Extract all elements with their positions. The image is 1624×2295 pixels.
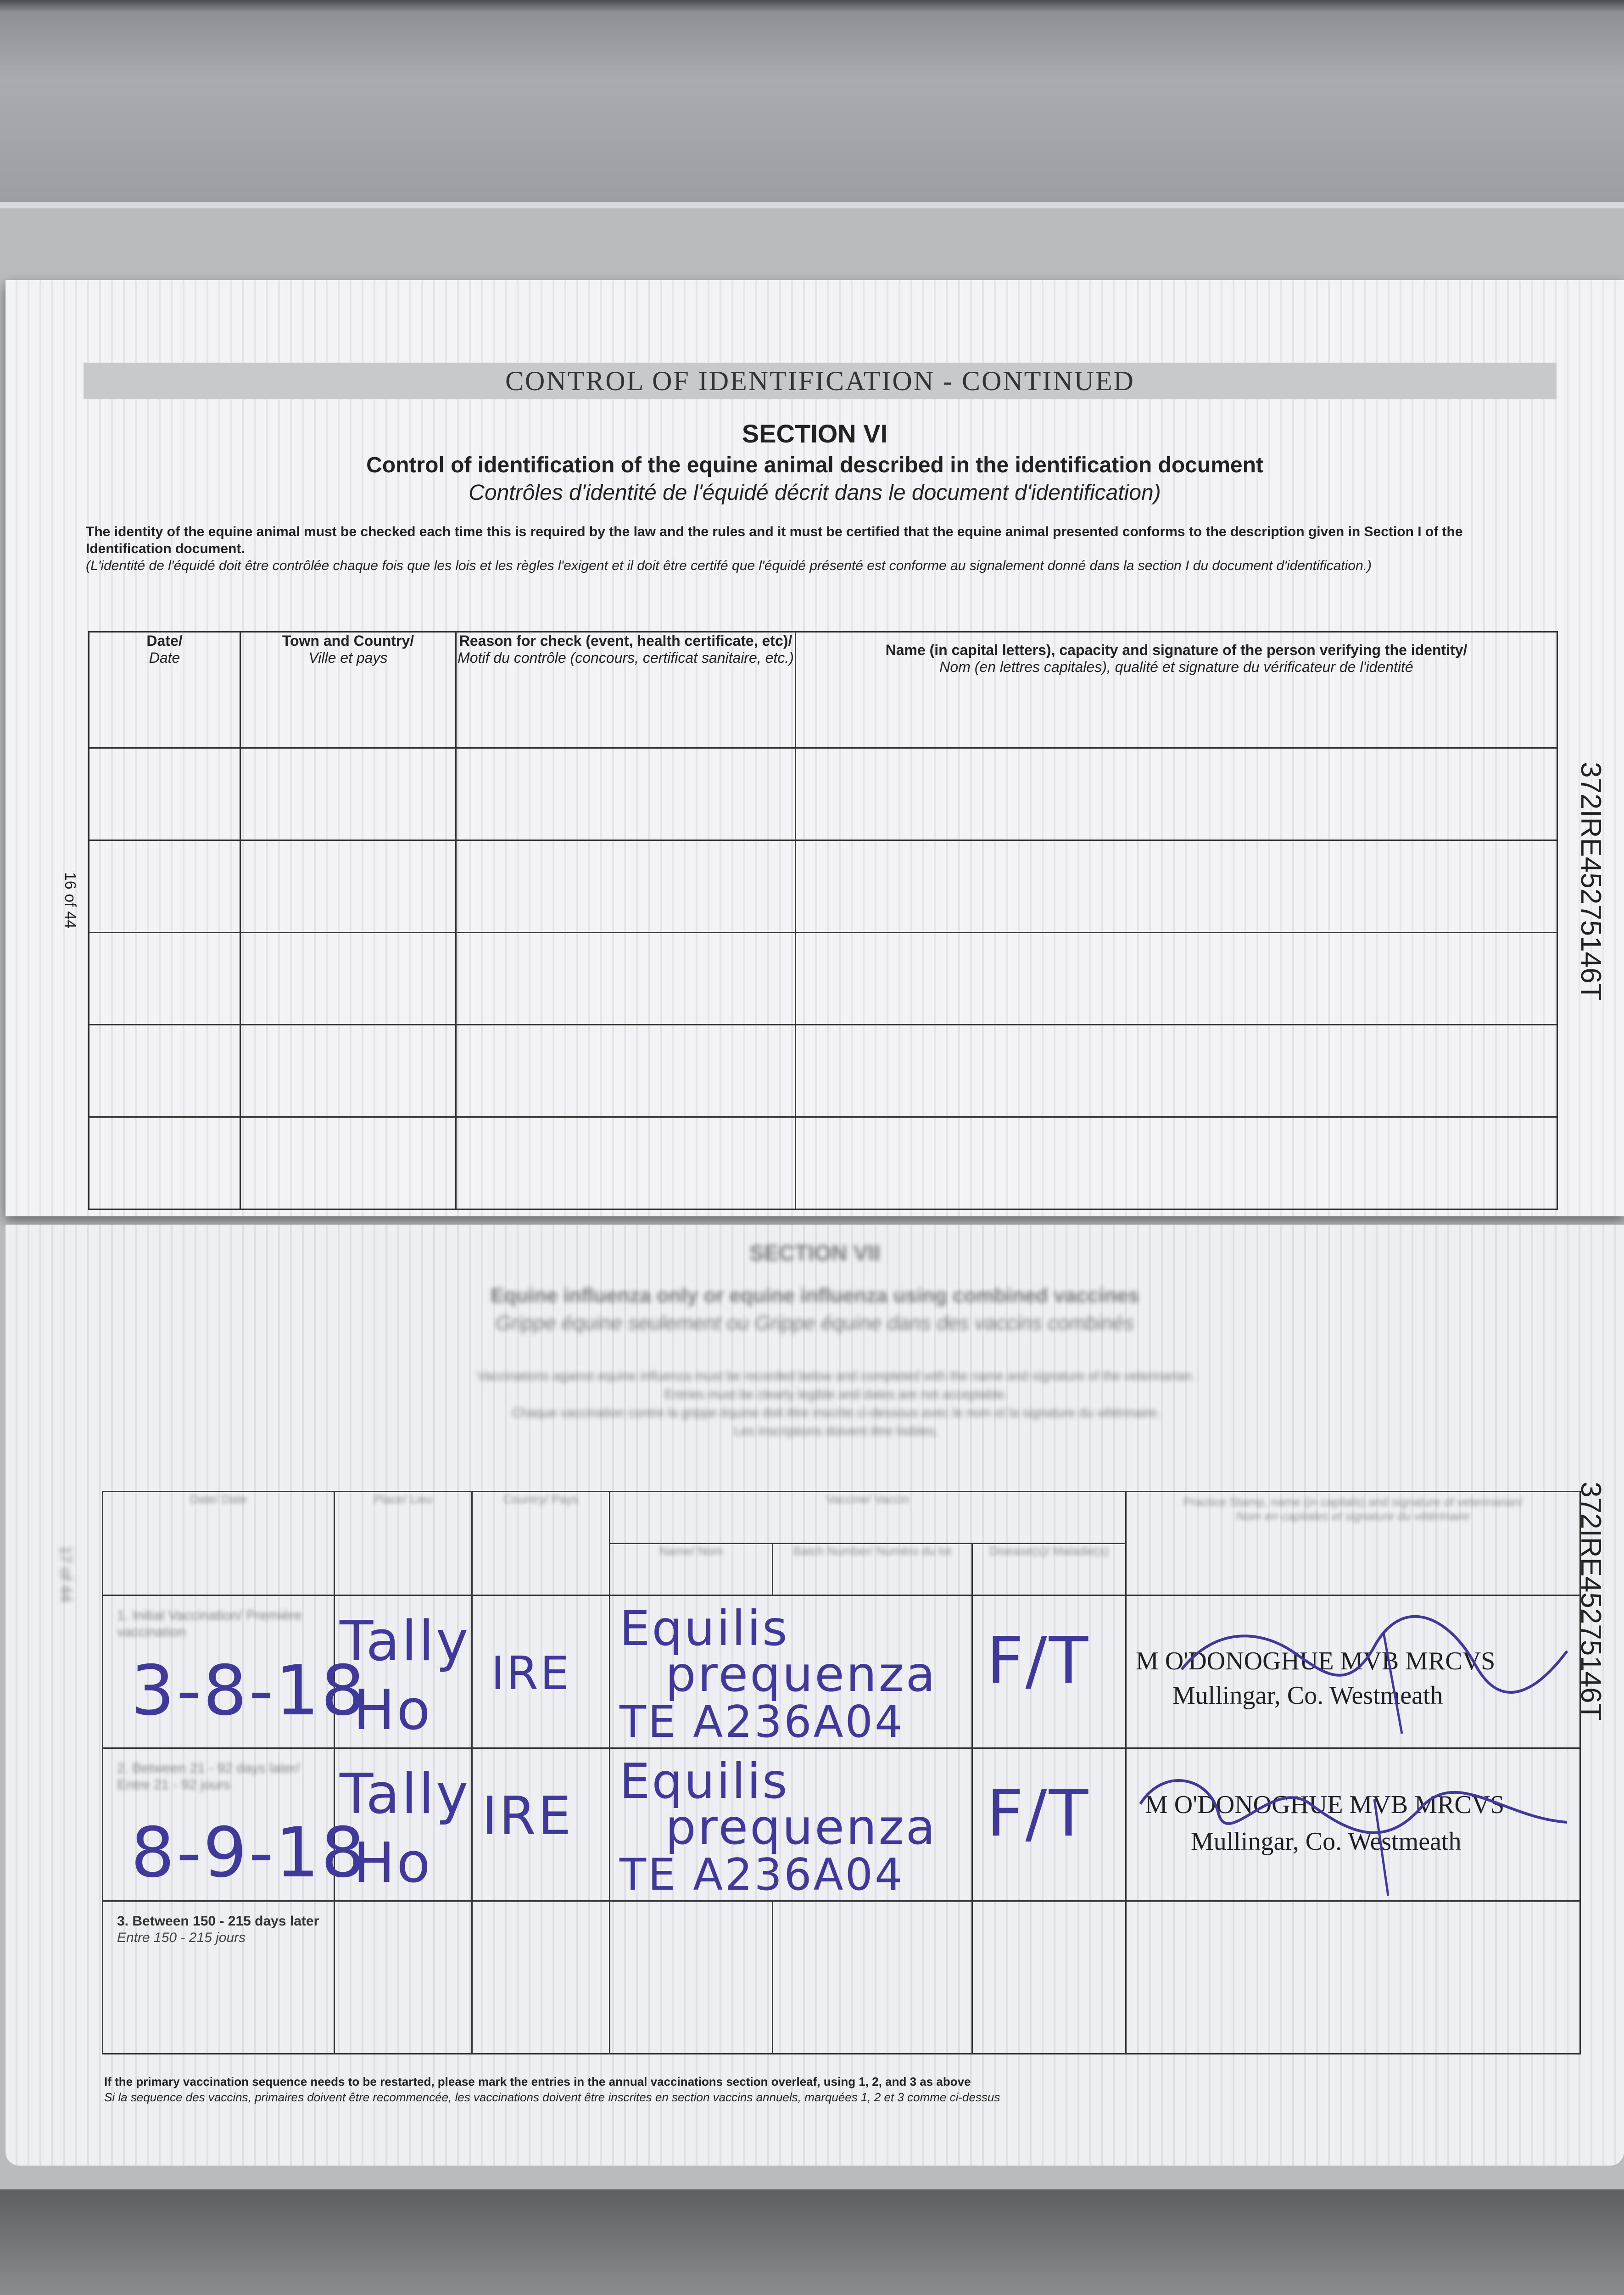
handwritten-date: 3-8-18 (131, 1651, 367, 1731)
date-cell (103, 1748, 367, 1901)
col-place: Place/ Lieu (335, 1492, 472, 1595)
band-title: CONTROL OF IDENTIFICATION - CONTINUED (84, 363, 1557, 399)
table-row (89, 1117, 1557, 1209)
subtitle-fr: Grippe équine seulement ou Grippe équine dans des vaccins combinés (495, 1312, 1134, 1334)
table-cell (456, 748, 796, 840)
intro-text: Vaccinations against equine influenza must be recorded below and completed with the name and signature of the veterinarian. Entries must be clearly legible and dates are not acceptable. Chaque vaccination contre la grippe équine doit être inscrite ci-dessous avec le nom et la signature du vétérinaire. Les inscriptions doivent être lisibles. (477, 1369, 1195, 1438)
page-section-vi (6, 280, 1624, 1216)
table-cell (89, 933, 240, 1025)
page-number: 16 of 44 (61, 872, 79, 929)
col-date: Date/ Date (103, 1492, 335, 1595)
table-cell (456, 840, 796, 933)
table-cell (796, 1025, 1557, 1117)
table-cell (240, 1025, 456, 1117)
passport-id: 372IRE45275146T (1575, 762, 1607, 1001)
col-date: Date/ Date (89, 632, 240, 748)
vaccine-name-batch-cell: Equilis prequenza TE A236A04 (610, 1748, 972, 1901)
date-cell (103, 1901, 335, 2054)
row-label: 1. Initial Vaccination/ Première vaccination (117, 1608, 302, 1640)
identification-check-table (88, 631, 1558, 1210)
intro-fr: (L'identité de l'équidé doit être contrôlée chaque fois que les lois et les règles l'exigent et il doit être certifé que l'équidé présenté est conforme au signalement donné dans la section I du document d'identification.) (86, 558, 1372, 573)
col-verifier: Name (in capital letters), capacity and signature of the person verifying the identity/ Nom (en lettres capitales), qualité et signature du vérificateur de l'identité (796, 632, 1557, 748)
vet-stamp-place: Mullingar, Co. Westmeath (1191, 1827, 1462, 1856)
intro-en: The identity of the equine animal must be checked each time this is required by the law and the rules and it must be certified that the equine animal presented conforms to the description given in Section I of the Identification document. (86, 524, 1463, 556)
table-cell (240, 1117, 456, 1209)
col-vaccine: Vaccine/ Vaccin (610, 1492, 1126, 1544)
country-cell: IRE (472, 1748, 610, 1901)
page-number: 17 of 44 (57, 1546, 74, 1602)
col-town-country: Town and Country/ Ville et pays (240, 632, 456, 748)
place-cell: Tally Ho (335, 1748, 472, 1901)
table-cell (89, 1117, 240, 1209)
handwritten-date: 8-9-18 (131, 1813, 367, 1893)
table-row (89, 933, 1557, 1025)
table-cell (456, 1117, 796, 1209)
signature-scribble (1127, 1749, 1581, 1900)
disease-cell: F/T (972, 1748, 1126, 1901)
table-cell (240, 840, 456, 933)
page-section-vii (6, 1225, 1624, 2166)
col-disease: Disease(s)/ Maladie(s) (972, 1544, 1126, 1595)
table-row (89, 748, 1557, 840)
vet-stamp-cell (1126, 1748, 1580, 1901)
country-cell: IRE (472, 1595, 610, 1748)
table-cell (472, 1901, 610, 2054)
intro-text (86, 523, 1540, 574)
date-cell (103, 1595, 367, 1748)
table-cell (240, 933, 456, 1025)
table-cell (796, 1117, 1557, 1209)
table-row (103, 1748, 1580, 1901)
vet-stamp-place: Mullingar, Co. Westmeath (1172, 1681, 1443, 1710)
signature-scribble (1127, 1596, 1581, 1747)
col-reason: Reason for check (event, health certificate, etc)/ Motif du contrôle (concours, certificat sanitaire, etc.) (456, 632, 796, 748)
table-cell (773, 1901, 972, 2054)
row-label: 3. Between 150 - 215 days later Entre 150 - 215 jours (117, 1914, 319, 1945)
col-vaccine-name: Name/ Nom (610, 1544, 773, 1595)
vaccine-name-batch-cell: Equilis prequenza TE A236A04 (610, 1595, 972, 1748)
table-row (103, 1901, 1580, 2054)
table-cell (89, 748, 240, 840)
table-cell (610, 1901, 773, 2054)
table-cell (972, 1901, 1126, 2054)
subtitle-fr: Contrôles d'identité de l'équidé décrit dans le document d'identification) (469, 481, 1161, 505)
vet-stamp-name: M O'DONOGHUE MVB MRCVS (1145, 1791, 1505, 1819)
table-cell (89, 1025, 240, 1117)
table-row (89, 1025, 1557, 1117)
table-header-row (89, 632, 1557, 748)
table-header-row (103, 1492, 1580, 1544)
table-cell (1126, 1901, 1580, 2054)
scanner-bottom-edge (0, 2189, 1624, 2295)
col-vet: Practice Stamp, name (in capitals) and signature of veterinarian/ Nom en capitales et signature du vétérinaire (1126, 1492, 1580, 1595)
passport-id: 372IRE45275146T (1575, 1482, 1607, 1721)
table-cell (456, 1025, 796, 1117)
table-cell (335, 1901, 472, 2054)
table-row (89, 840, 1557, 933)
disease-cell: F/T (972, 1595, 1126, 1748)
table-cell (796, 933, 1557, 1025)
section-title: SECTION VI (742, 419, 888, 448)
vaccination-table (102, 1491, 1581, 2054)
scanner-top-edge (0, 0, 1624, 202)
vet-stamp-cell (1126, 1595, 1580, 1748)
footer-note: If the primary vaccination sequence needs to be restarted, please mark the entries in the annual vaccinations section overleaf, using 1, 2, and 3 as above Si la sequence des vaccins, primaires doivent être recommencée, les vaccinations doivent être inscrites en section vaccins annuels, marquées 1, 2 et 3 comme ci-dessus (104, 2075, 1000, 2104)
table-cell (89, 840, 240, 933)
col-batch-number: Batch Number/ Numéro du lot (773, 1544, 972, 1595)
vet-stamp-name: M O'DONOGHUE MVB MRCVS (1136, 1647, 1496, 1675)
table-cell (796, 748, 1557, 840)
row-label: 2. Between 21 - 92 days later/ Entre 21 - 92 jours (117, 1761, 300, 1792)
place-cell: Tally Ho (335, 1595, 472, 1748)
table-cell (240, 748, 456, 840)
table-row (103, 1595, 1580, 1748)
table-cell (796, 840, 1557, 933)
col-country: Country/ Pays (472, 1492, 610, 1595)
subtitle-en: Control of identification of the equine animal described in the identification document (366, 453, 1263, 477)
table-cell (456, 933, 796, 1025)
subtitle-en: Equine influenza only or equine influenza using combined vaccines (490, 1284, 1139, 1307)
section-title: SECTION VII (749, 1241, 881, 1265)
